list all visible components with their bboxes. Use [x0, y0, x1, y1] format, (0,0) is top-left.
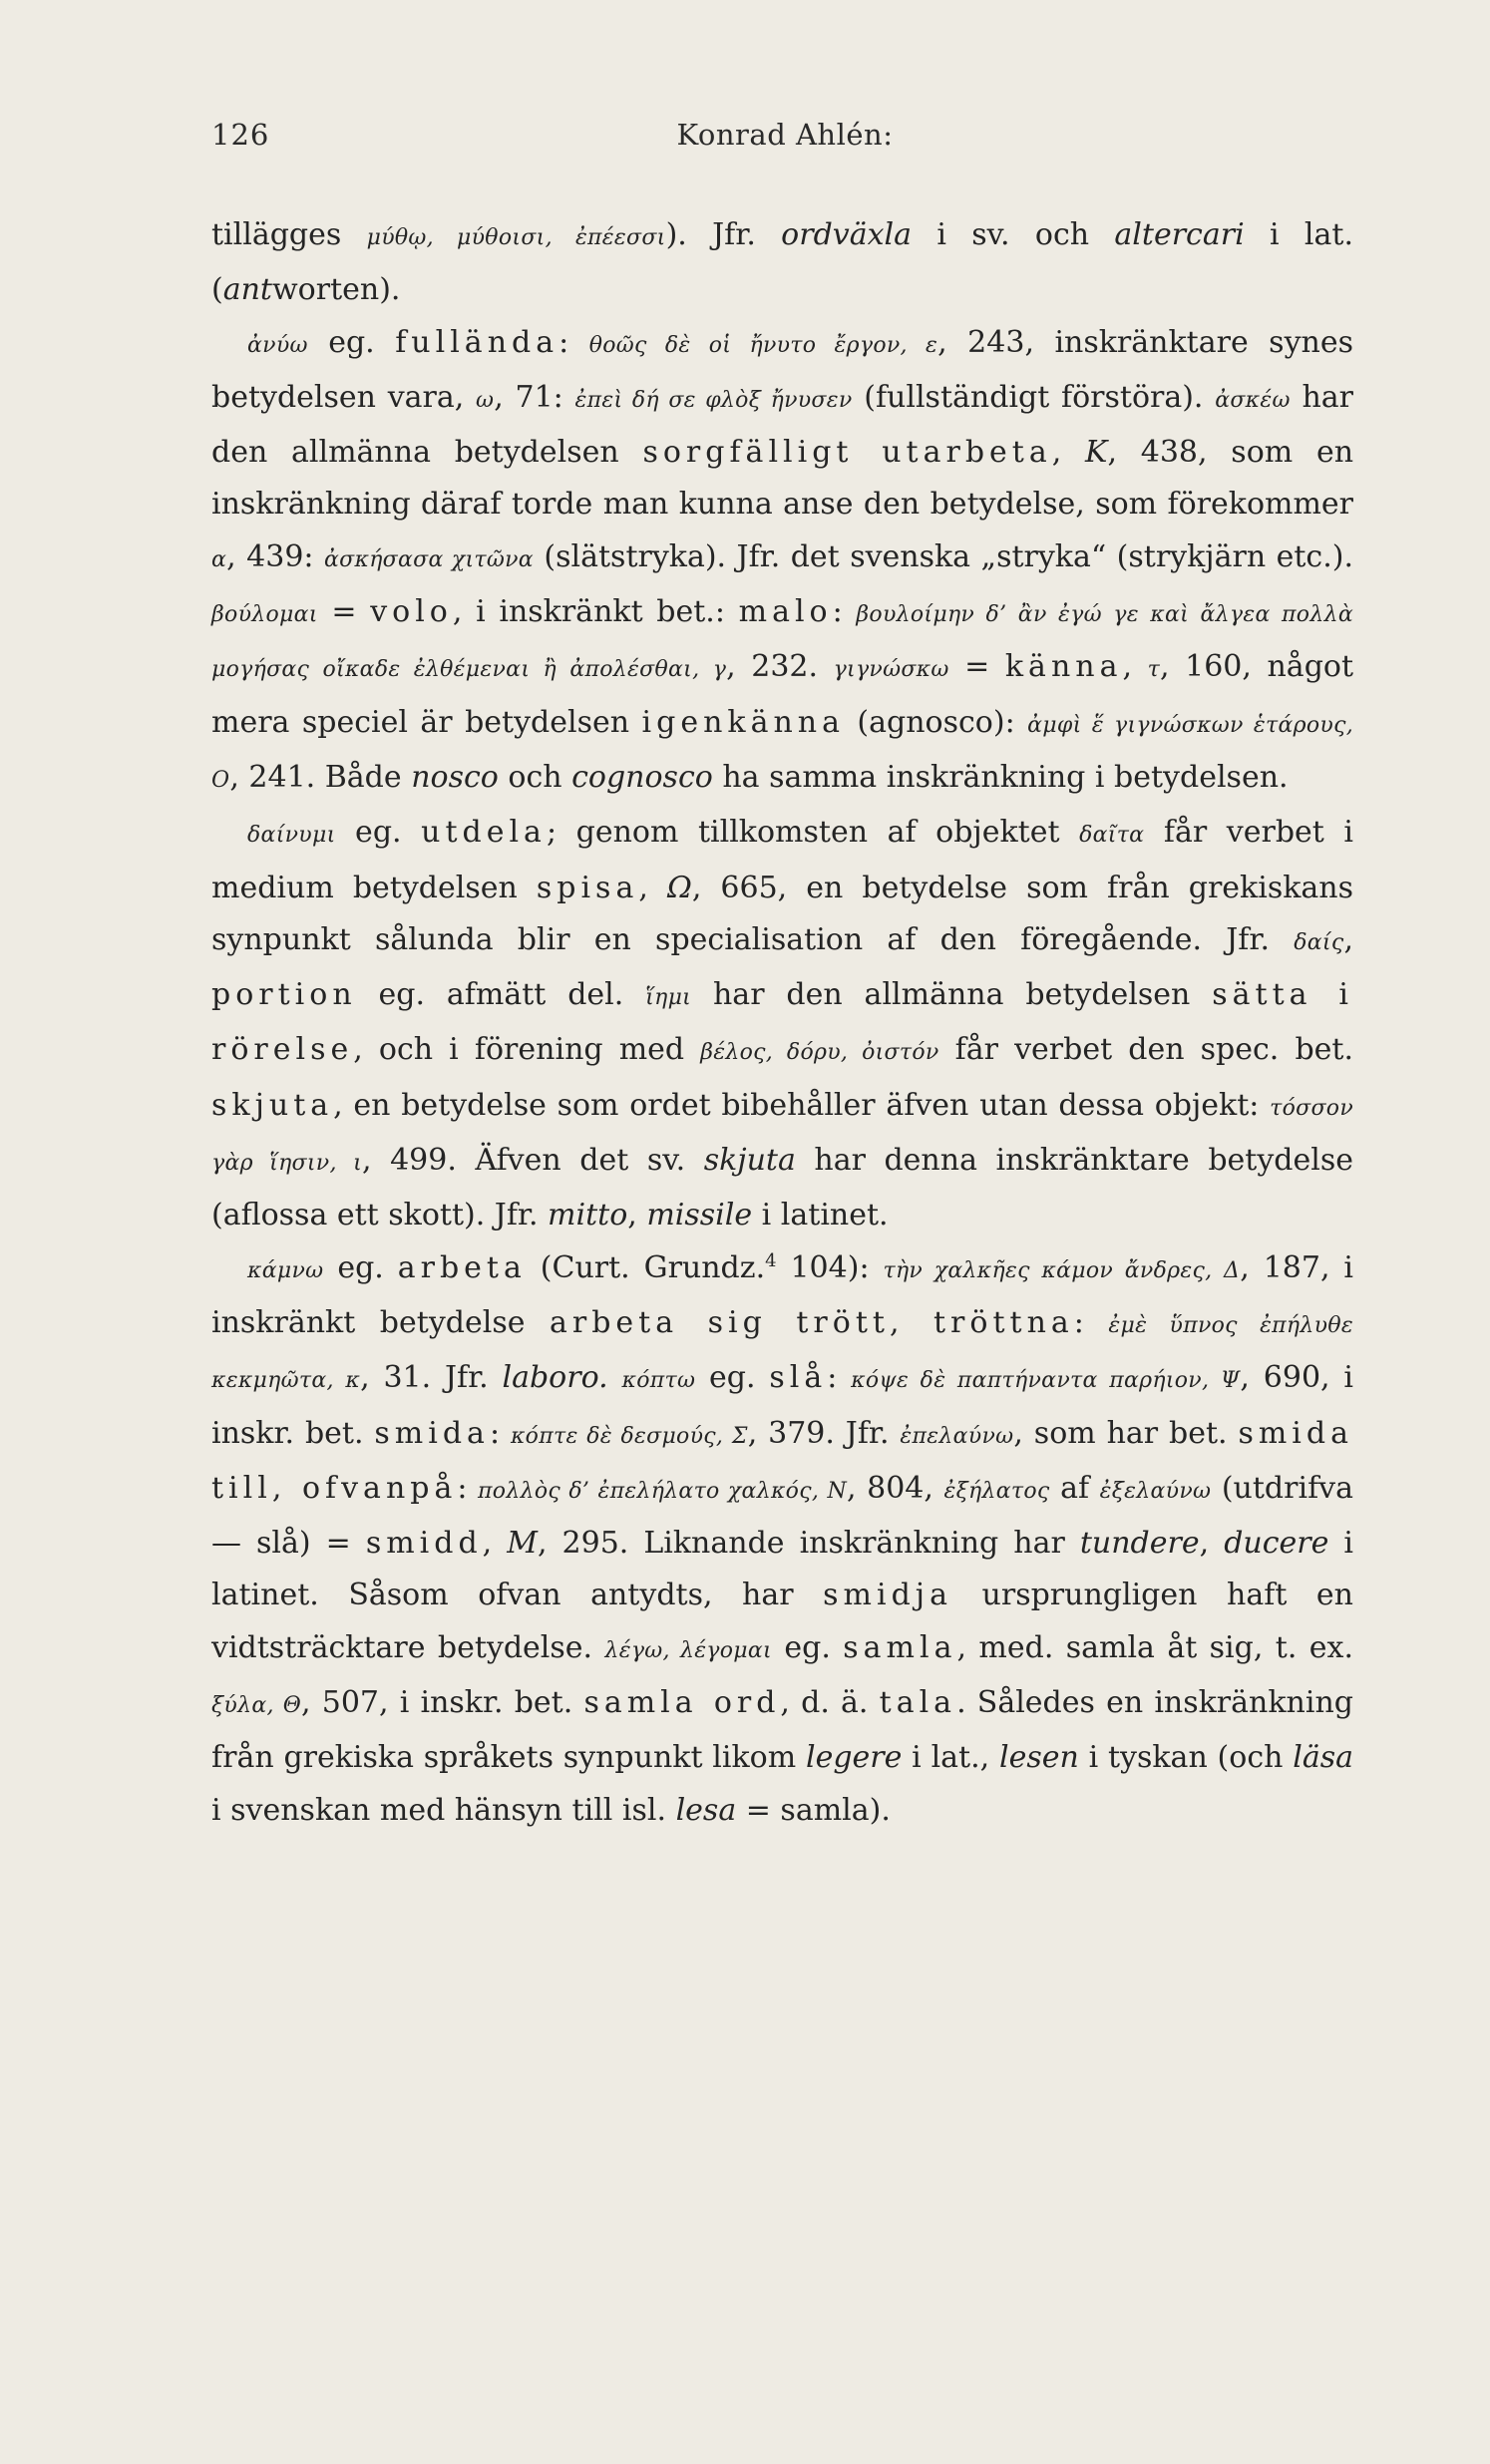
text-run: :	[1073, 1304, 1109, 1340]
greek-text: ἐπεὶ δή σε φλὸξ ἤνυσεν	[574, 387, 853, 413]
text-run: =	[948, 649, 1005, 685]
greek-text: βέλος, δόρυ, ὀιστόν	[700, 1040, 939, 1066]
spaced-text: spisa	[536, 870, 639, 905]
text-run: :	[827, 1360, 852, 1396]
text-run: ,	[1343, 921, 1353, 957]
text-run: ,	[1122, 649, 1148, 685]
spaced-text: igenkänna	[641, 704, 845, 740]
spaced-text: sätta i rörelse	[211, 977, 1353, 1068]
italic-text: M	[507, 1526, 538, 1562]
paragraph	[211, 209, 1353, 317]
greek-text: ἵημι	[645, 985, 692, 1011]
text-run: , 379. Jfr.	[747, 1415, 901, 1451]
text-run: , som har bet.	[1013, 1415, 1239, 1451]
greek-text: ἀμφὶ ἕ γιγνώσκων ἑτάρους, Ο	[211, 712, 1354, 793]
spaced-text: skjuta	[211, 1087, 334, 1123]
greek-text: λέγω, λέγομαι	[604, 1637, 772, 1663]
body-text	[211, 209, 1353, 1837]
paragraph	[211, 807, 1353, 1241]
text-run: ). Jfr.	[665, 217, 782, 252]
text-run: , 439:	[226, 538, 324, 574]
italic-text: altercari	[1114, 217, 1245, 252]
greek-text: βούλομαι	[211, 602, 318, 628]
text-run: eg.	[335, 815, 422, 851]
spaced-text: smidd	[365, 1526, 483, 1562]
text-run: (utdrifva — slå) =	[211, 1470, 1354, 1562]
greek-text: ω	[476, 387, 495, 413]
text-run: (fullständigt förstöra).	[852, 379, 1216, 415]
text-run: , i inskränkt bet.:	[452, 594, 739, 630]
text-run: , 160, något mera speciel är betydelsen	[211, 649, 1354, 740]
italic-text: nosco	[411, 759, 499, 795]
text-run: ,	[1051, 435, 1086, 471]
italic-text: ducere	[1224, 1526, 1329, 1562]
text-run: 4	[765, 1249, 777, 1271]
running-title: Konrad Ahlén:	[676, 118, 894, 152]
spaced-text: känna	[1004, 649, 1123, 685]
text-run: :	[559, 324, 589, 360]
spaced-text: samla ord	[583, 1685, 781, 1721]
spaced-text: smidja	[823, 1578, 952, 1613]
italic-text: laboro.	[502, 1360, 608, 1396]
text-run: , 71:	[494, 379, 575, 415]
italic-text: ant	[222, 272, 272, 308]
text-run: =	[317, 594, 371, 630]
greek-text: μύθῳ, μύθοισι, ἐπέεσσι	[366, 225, 666, 250]
greek-text: ἀνύω	[247, 332, 308, 358]
text-run: , 438, som en inskränkning däraf torde man kunna anse den betydelse, som förekommer	[211, 435, 1354, 523]
text-run: worten).	[271, 272, 401, 308]
italic-text: legere	[805, 1740, 903, 1776]
italic-text: lesa	[675, 1792, 737, 1828]
page-number: 126	[211, 118, 270, 152]
greek-text: ἐμὲ ὕπνος ἐπήλυθε κεκμηῶτα, κ	[211, 1312, 1353, 1394]
text-run: , och i förening med	[353, 1032, 701, 1068]
italic-text: cognosco	[571, 759, 713, 795]
text-run: :	[457, 1470, 479, 1506]
spaced-text: smida till, ofvanpå	[211, 1415, 1353, 1506]
spaced-text: sorgfälligt utarbeta	[642, 435, 1052, 471]
text-run: , med. samla åt sig, t. ex.	[956, 1629, 1353, 1665]
text-run: (agnosco):	[844, 704, 1028, 740]
greek-text: ἀσκέω	[1215, 387, 1291, 413]
text-run: = samla).	[736, 1792, 891, 1828]
text-run: ,	[638, 870, 667, 905]
italic-text: lesen	[998, 1740, 1079, 1776]
greek-text: κάμνω	[247, 1257, 324, 1283]
text-run: får verbet i medium betydelsen	[211, 815, 1353, 905]
text-run: , 31. Jfr.	[360, 1360, 503, 1396]
greek-text: ἐπελαύνω	[900, 1423, 1014, 1449]
text-run: har denna inskränktare betydelse (aflossa ett skott). Jfr.	[211, 1143, 1353, 1233]
spaced-text: tala	[879, 1685, 957, 1721]
text-run: , 804,	[847, 1470, 944, 1506]
text-run: i svenskan med hänsyn till isl.	[211, 1792, 676, 1828]
greek-text: γιγνώσκω	[833, 657, 949, 683]
greek-text: δαῖτα	[1079, 823, 1145, 849]
greek-text: α	[211, 546, 227, 572]
text-run: i lat.,	[902, 1740, 999, 1776]
text-run: , 295. Liknande inskränkning har	[537, 1526, 1080, 1562]
greek-text: δαίνυμι	[247, 823, 336, 849]
italic-text: skjuta	[703, 1143, 796, 1179]
text-run: ursprungligen haft en vidtsträcktare betydelse.	[211, 1578, 1354, 1665]
text-run: :	[832, 594, 857, 630]
text-run: :	[489, 1415, 511, 1451]
greek-text: τ	[1147, 657, 1161, 683]
text-run: och	[498, 759, 572, 795]
text-run: ,	[482, 1526, 508, 1562]
spaced-text: fullända	[395, 324, 559, 360]
text-run: i lat. (	[211, 217, 1353, 308]
text-run: eg.	[323, 1249, 398, 1285]
italic-text: ordväxla	[781, 217, 913, 252]
text-run: ,	[1199, 1526, 1225, 1562]
greek-text: πολλὸς δ’ ἐπελήλατο χαλκός, Ν	[478, 1478, 848, 1504]
text-run: , 187, i inskränkt betydelse	[211, 1249, 1353, 1340]
text-run: , 665, en betydelse som från grekiskans synpunkt sålunda blir en specialisation af den föregående. Jfr.	[211, 870, 1353, 957]
greek-text: ἀσκήσασα χιτῶνα	[324, 546, 534, 572]
text-run: i tyskan (och	[1078, 1740, 1294, 1776]
text-run: , 690, i inskr. bet.	[211, 1360, 1353, 1451]
paragraph	[211, 317, 1353, 808]
italic-text: missile	[646, 1198, 753, 1233]
text-run: ha samma inskränkning i betydelsen.	[712, 759, 1289, 795]
spaced-text: samla	[843, 1629, 957, 1665]
italic-text: Ω	[666, 870, 692, 905]
text-run: , en betydelse som ordet bibehåller äfven utan dessa objekt:	[333, 1087, 1271, 1123]
text-run: ,	[627, 1198, 647, 1233]
text-run: , 499. Äfven det sv.	[362, 1143, 704, 1179]
italic-text: tundere	[1079, 1526, 1200, 1562]
text-run: , 241. Både	[229, 759, 412, 795]
greek-text: ἐξήλατος	[943, 1478, 1050, 1504]
text-run: eg.	[771, 1629, 844, 1665]
text-run: . Således en inskränkning från grekiska språkets synpunkt likom	[211, 1685, 1353, 1776]
spaced-text: slå	[769, 1360, 828, 1396]
greek-text: κόψε δὲ παπτήναντα παρήιον, Ψ	[851, 1368, 1241, 1394]
page-header	[211, 118, 1358, 158]
text-run: af	[1049, 1470, 1100, 1506]
text-run: får verbet den spec. bet.	[938, 1032, 1353, 1068]
text-run: ; genom tillkomsten af objektet	[546, 815, 1080, 851]
text-run: eg.	[695, 1360, 770, 1396]
text-run: har den allmänna betydelsen	[691, 977, 1213, 1013]
italic-text: mitto	[548, 1198, 628, 1233]
spaced-text: smida	[374, 1415, 490, 1451]
italic-text: läsa	[1293, 1740, 1353, 1776]
greek-text: βουλοίμην δ’ ἂν ἐγώ γε καὶ ἄλγεα πολλὰ μογήσας οἴκαδε ἐλθέμεναι ἢ ἀπολέσθαι, γ	[211, 602, 1353, 683]
spaced-text: arbeta	[397, 1249, 527, 1285]
text-run: i sv. och	[912, 217, 1115, 252]
spaced-text: volo	[370, 594, 453, 630]
greek-text: δαίς	[1294, 929, 1344, 955]
text-run: , d. ä.	[780, 1685, 880, 1721]
greek-text: τόσσον γὰρ ἵησιν, ι	[211, 1095, 1353, 1177]
text-run: , 232.	[726, 649, 834, 685]
spaced-text: utdela	[421, 815, 547, 851]
greek-text: κόπτω	[621, 1368, 696, 1394]
greek-text: θοῶς δὲ οἱ ἤνυτο ἔργον, ε	[588, 332, 938, 358]
spaced-text: malo	[738, 594, 833, 630]
greek-text: ξύλα, Θ	[211, 1693, 302, 1719]
text-run: i latinet.	[752, 1198, 889, 1233]
text-run: eg.	[307, 324, 396, 360]
spaced-text: portion	[211, 977, 357, 1013]
paragraph	[211, 1242, 1353, 1837]
text-run: , 243, inskränktare synes betydelsen vara,	[211, 324, 1353, 415]
text-run	[608, 1360, 622, 1395]
text-run: (slätstryka). Jfr. det svenska „stryka“ (strykjärn etc.).	[533, 538, 1353, 574]
text-run: har den allmänna betydelsen	[211, 379, 1353, 471]
italic-text: K	[1085, 435, 1108, 471]
text-run: , 507, i inskr. bet.	[301, 1685, 584, 1721]
text-run: eg. afmätt del.	[356, 977, 646, 1013]
greek-text: τὴν χαλκῆες κάμον ἄνδρες, Δ	[883, 1257, 1241, 1283]
spaced-text: arbeta sig trött, tröttna	[550, 1304, 1074, 1340]
text-run: i latinet. Såsom ofvan antydts, har	[211, 1526, 1354, 1613]
text-run: 104):	[776, 1249, 884, 1285]
greek-text: κόπτε δὲ δεσμούς, Σ	[510, 1423, 748, 1449]
text-run: tillägges	[211, 217, 367, 252]
greek-text: ἐξελαύνω	[1099, 1478, 1212, 1504]
text-run: (Curt. Grundz.	[526, 1249, 766, 1285]
